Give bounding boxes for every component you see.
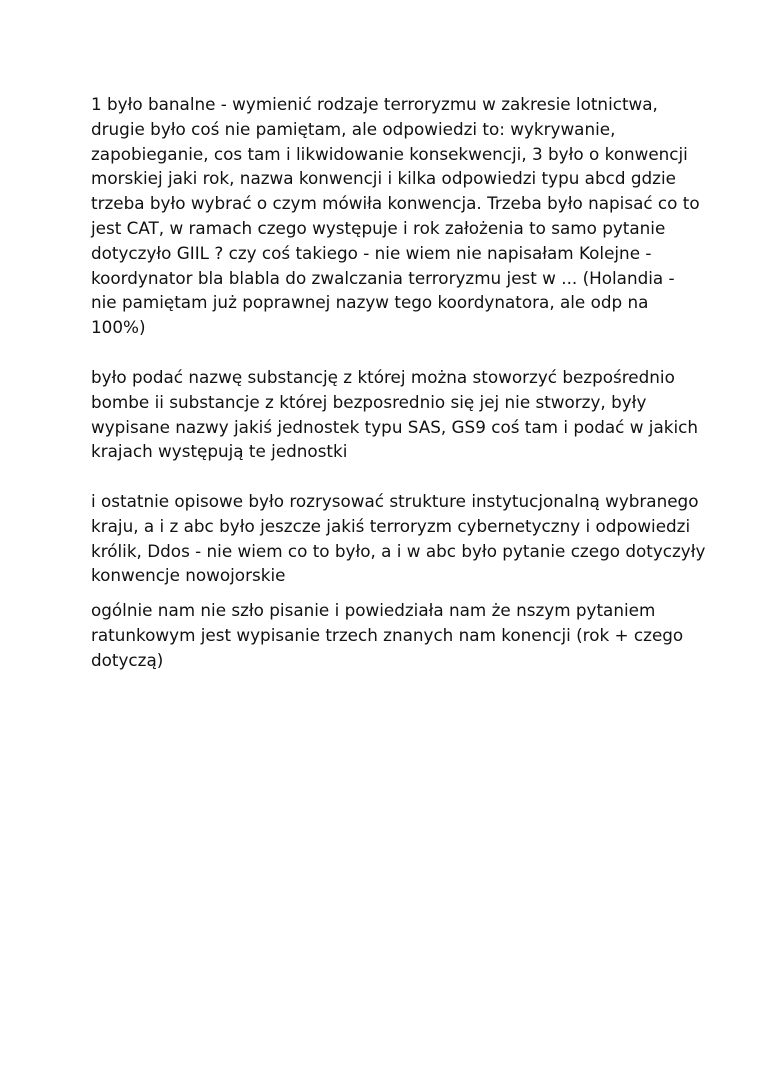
paragraph-3: [91, 489, 706, 588]
text-line: trzeba było wybrać o czym mówiła konwencja. Trzeba było napisać co to: [91, 193, 700, 214]
text-line: bombe ii substancje z której bezposrednio się jej nie stworzy, były: [91, 391, 647, 412]
text-line: dotyczyło GIIL ? czy coś takiego - nie wiem nie napisałam Kolejne -: [91, 242, 652, 263]
text-line: 1 było banalne - wymienić rodzaje terroryzmu w zakresie lotnictwa,: [91, 94, 658, 114]
paragraph-4: [91, 598, 691, 672]
text-line: królik, Ddos - nie wiem co to było, a i w abc było pytanie czego dotyczyły: [91, 540, 706, 561]
text-line: koordynator bla blabla do zwalczania terroryzmu jest w ... (Holandia -: [91, 267, 675, 288]
text-line: krajach występują te jednostki: [91, 441, 348, 462]
text-line: 100%): [91, 317, 146, 338]
text-line: nie pamiętam już poprawnej nazyw tego koordynatora, ale odp na: [91, 292, 649, 313]
text-line: morskiej jaki rok, nazwa konwencji i kilka odpowiedzi typu abcd gdzie: [91, 168, 676, 189]
text-line: zapobieganie, cos tam i likwidowanie konsekwencji, 3 było o konwencji: [91, 143, 688, 164]
text-line: było podać nazwę substancję z której można stoworzyć bezpośrednio: [91, 367, 675, 387]
text-line: konwencje nowojorskie: [91, 565, 286, 586]
text-line: i ostatnie opisowe było rozrysować strukture instytucjonalną wybranego: [91, 491, 699, 511]
text-line: ratunkowym jest wypisanie trzech znanych nam konencji (rok + czego: [91, 624, 684, 645]
text-line: wypisane nazwy jakiś jednostek typu SAS, GS9 coś tam i podać w jakich: [91, 416, 698, 437]
text-line: ogólnie nam nie szło pisanie i powiedziała nam że nszym pytaniem: [91, 600, 656, 620]
text-line: jest CAT, w ramach czego występuje i rok założenia to samo pytanie: [91, 217, 666, 238]
paragraph-2: [91, 365, 698, 464]
text-line: kraju, a i z abc było jeszcze jakiś terroryzm cybernetyczny i odpowiedzi: [91, 515, 691, 536]
text-line: dotyczą): [91, 649, 164, 670]
paragraph-1: [91, 92, 700, 340]
text-line: drugie było coś nie pamiętam, ale odpowiedzi to: wykrywanie,: [91, 118, 616, 139]
